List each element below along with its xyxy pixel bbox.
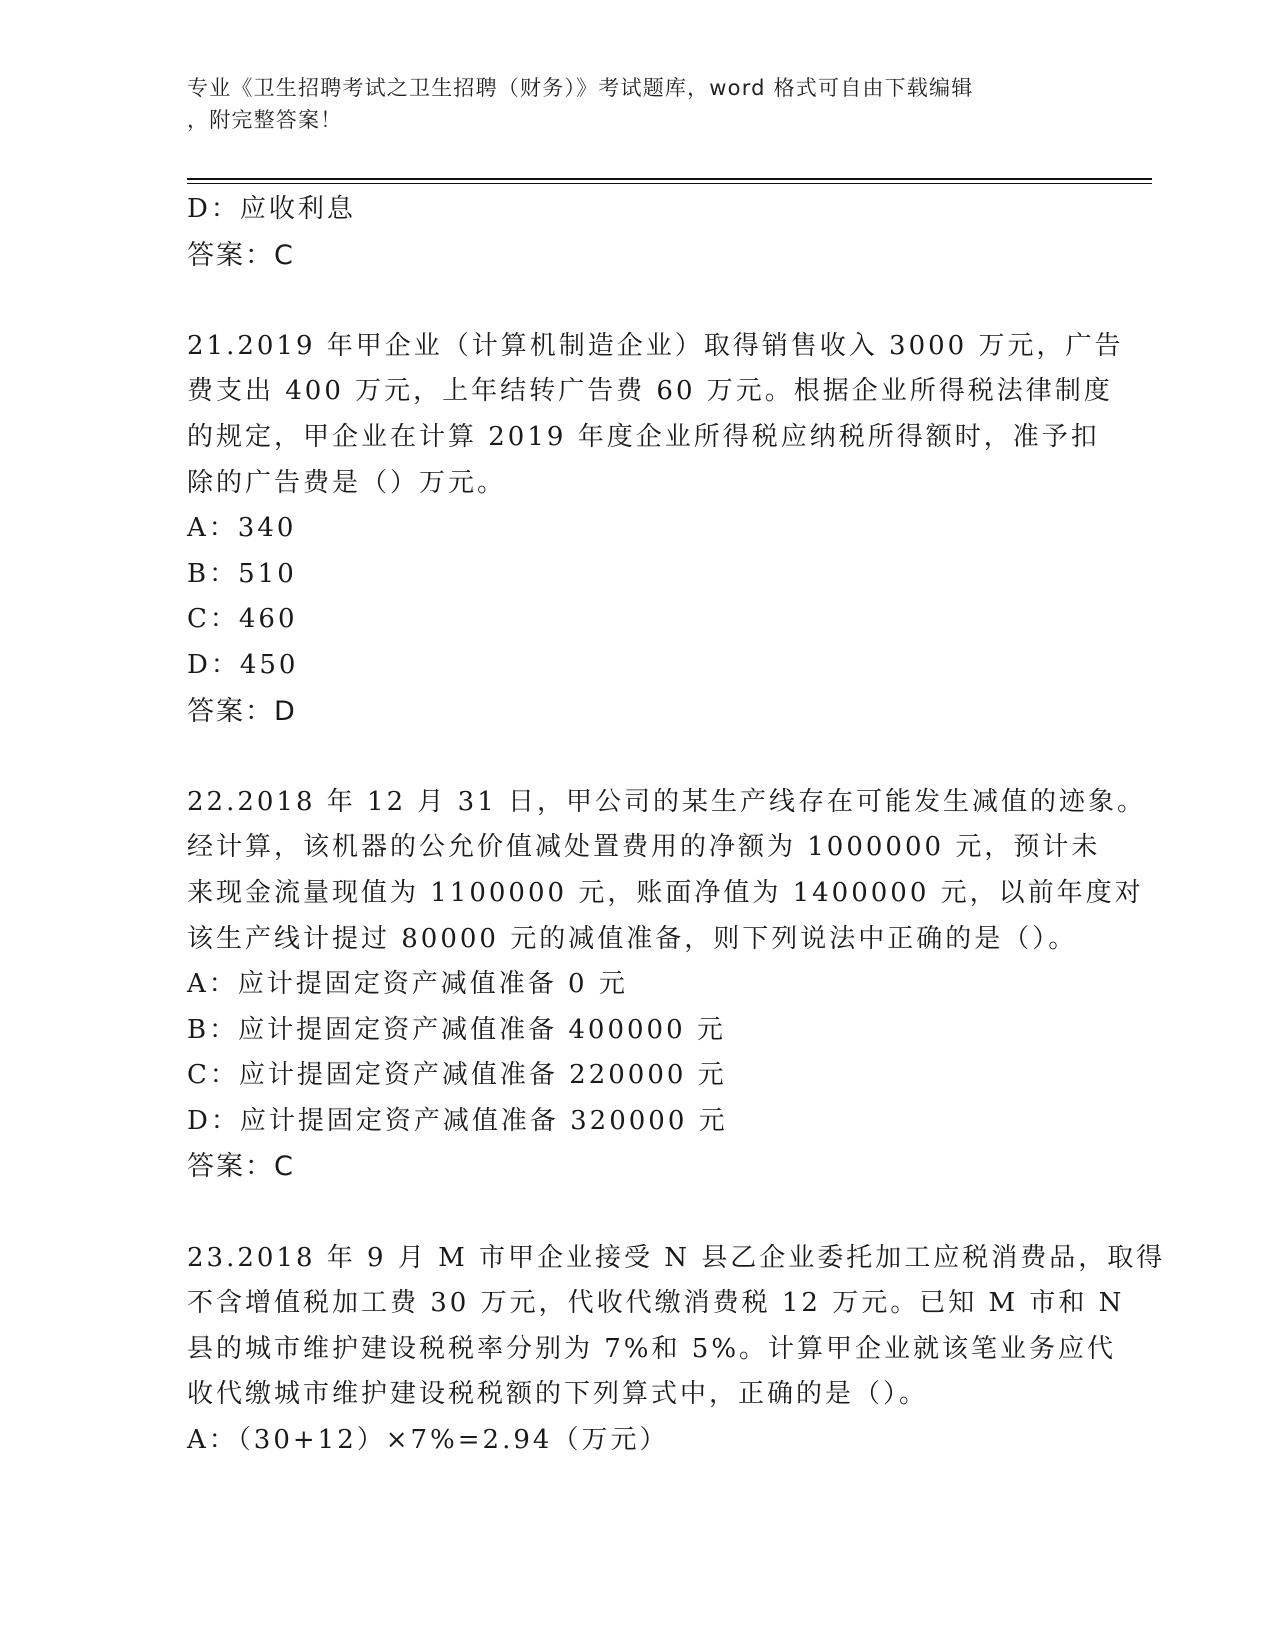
answer: 答案：C [187,1151,295,1183]
question-23 [187,1236,1166,1464]
question-stem [187,324,1124,506]
stem-line: 不含增值税加工费 30 万元，代收代缴消费税 12 万元。已知 M 市和 N [187,1288,1125,1319]
document-header [187,72,1067,136]
spacer [187,1190,1087,1236]
option-d: D：应计提固定资产减值准备 320000 元 [187,1105,728,1136]
header-line-2: ，附完整答案！ [187,108,343,132]
question-21 [187,324,1124,734]
question-22 [187,780,1147,1190]
stem-line: 除的广告费是（）万元。 [187,467,507,498]
answer: 答案：D [187,695,297,727]
option-c: C：460 [187,604,298,635]
prev-answer: 答案：C [187,239,295,271]
question-stem [187,780,1147,962]
option-c: C：应计提固定资产减值准备 220000 元 [187,1060,727,1091]
header-divider-thin [187,183,1152,184]
header-line-1: 专业《卫生招聘考试之卫生招聘（财务）》考试题库，word 格式可自由下载编辑 [187,76,974,100]
spacer [187,278,1087,324]
stem-line: 的规定，甲企业在计算 2019 年度企业所得税应纳税所得额时，准予扣 [187,421,1100,452]
stem-line: 费支出 400 万元，上年结转广告费 60 万元。根据企业所得税法律制度 [187,376,1113,407]
stem-line: 收代缴城市维护建设税税额的下列算式中，正确的是（）。 [187,1379,929,1410]
option-a: A：（30+12）×7%=2.94（万元） [187,1425,669,1456]
stem-line: 23.2018 年 9 月 M 市甲企业接受 N 县乙企业委托加工应税消费品，取得 [187,1242,1166,1273]
stem-line: 县的城市维护建设税税率分别为 7%和 5%。计算甲企业就该笔业务应代 [187,1333,1117,1364]
option-b: B：应计提固定资产减值准备 400000 元 [187,1014,726,1045]
option-a: A：340 [187,513,297,544]
option-a: A：应计提固定资产减值准备 0 元 [187,969,628,1000]
header-divider-thick [187,178,1152,180]
stem-line: 来现金流量现值为 1100000 元，账面净值为 1400000 元，以前年度对 [187,877,1144,908]
stem-line: 22.2018 年 12 月 31 日，甲公司的某生产线存在可能发生减值的迹象。 [187,786,1147,817]
spacer [187,734,1087,780]
question-stem [187,1236,1166,1418]
option-d: D：450 [187,649,299,680]
stem-line: 经计算，该机器的公允价值减处置费用的净额为 1000000 元，预计未 [187,832,1101,863]
stem-line: 该生产线计提过 80000 元的减值准备，则下列说法中正确的是（）。 [187,923,1078,954]
option-b: B：510 [187,558,297,589]
prev-option-d: D：应收利息 [187,194,356,224]
stem-line: 21.2019 年甲企业（计算机制造企业）取得销售收入 3000 万元，广告 [187,330,1124,361]
document-body [187,187,1166,1464]
